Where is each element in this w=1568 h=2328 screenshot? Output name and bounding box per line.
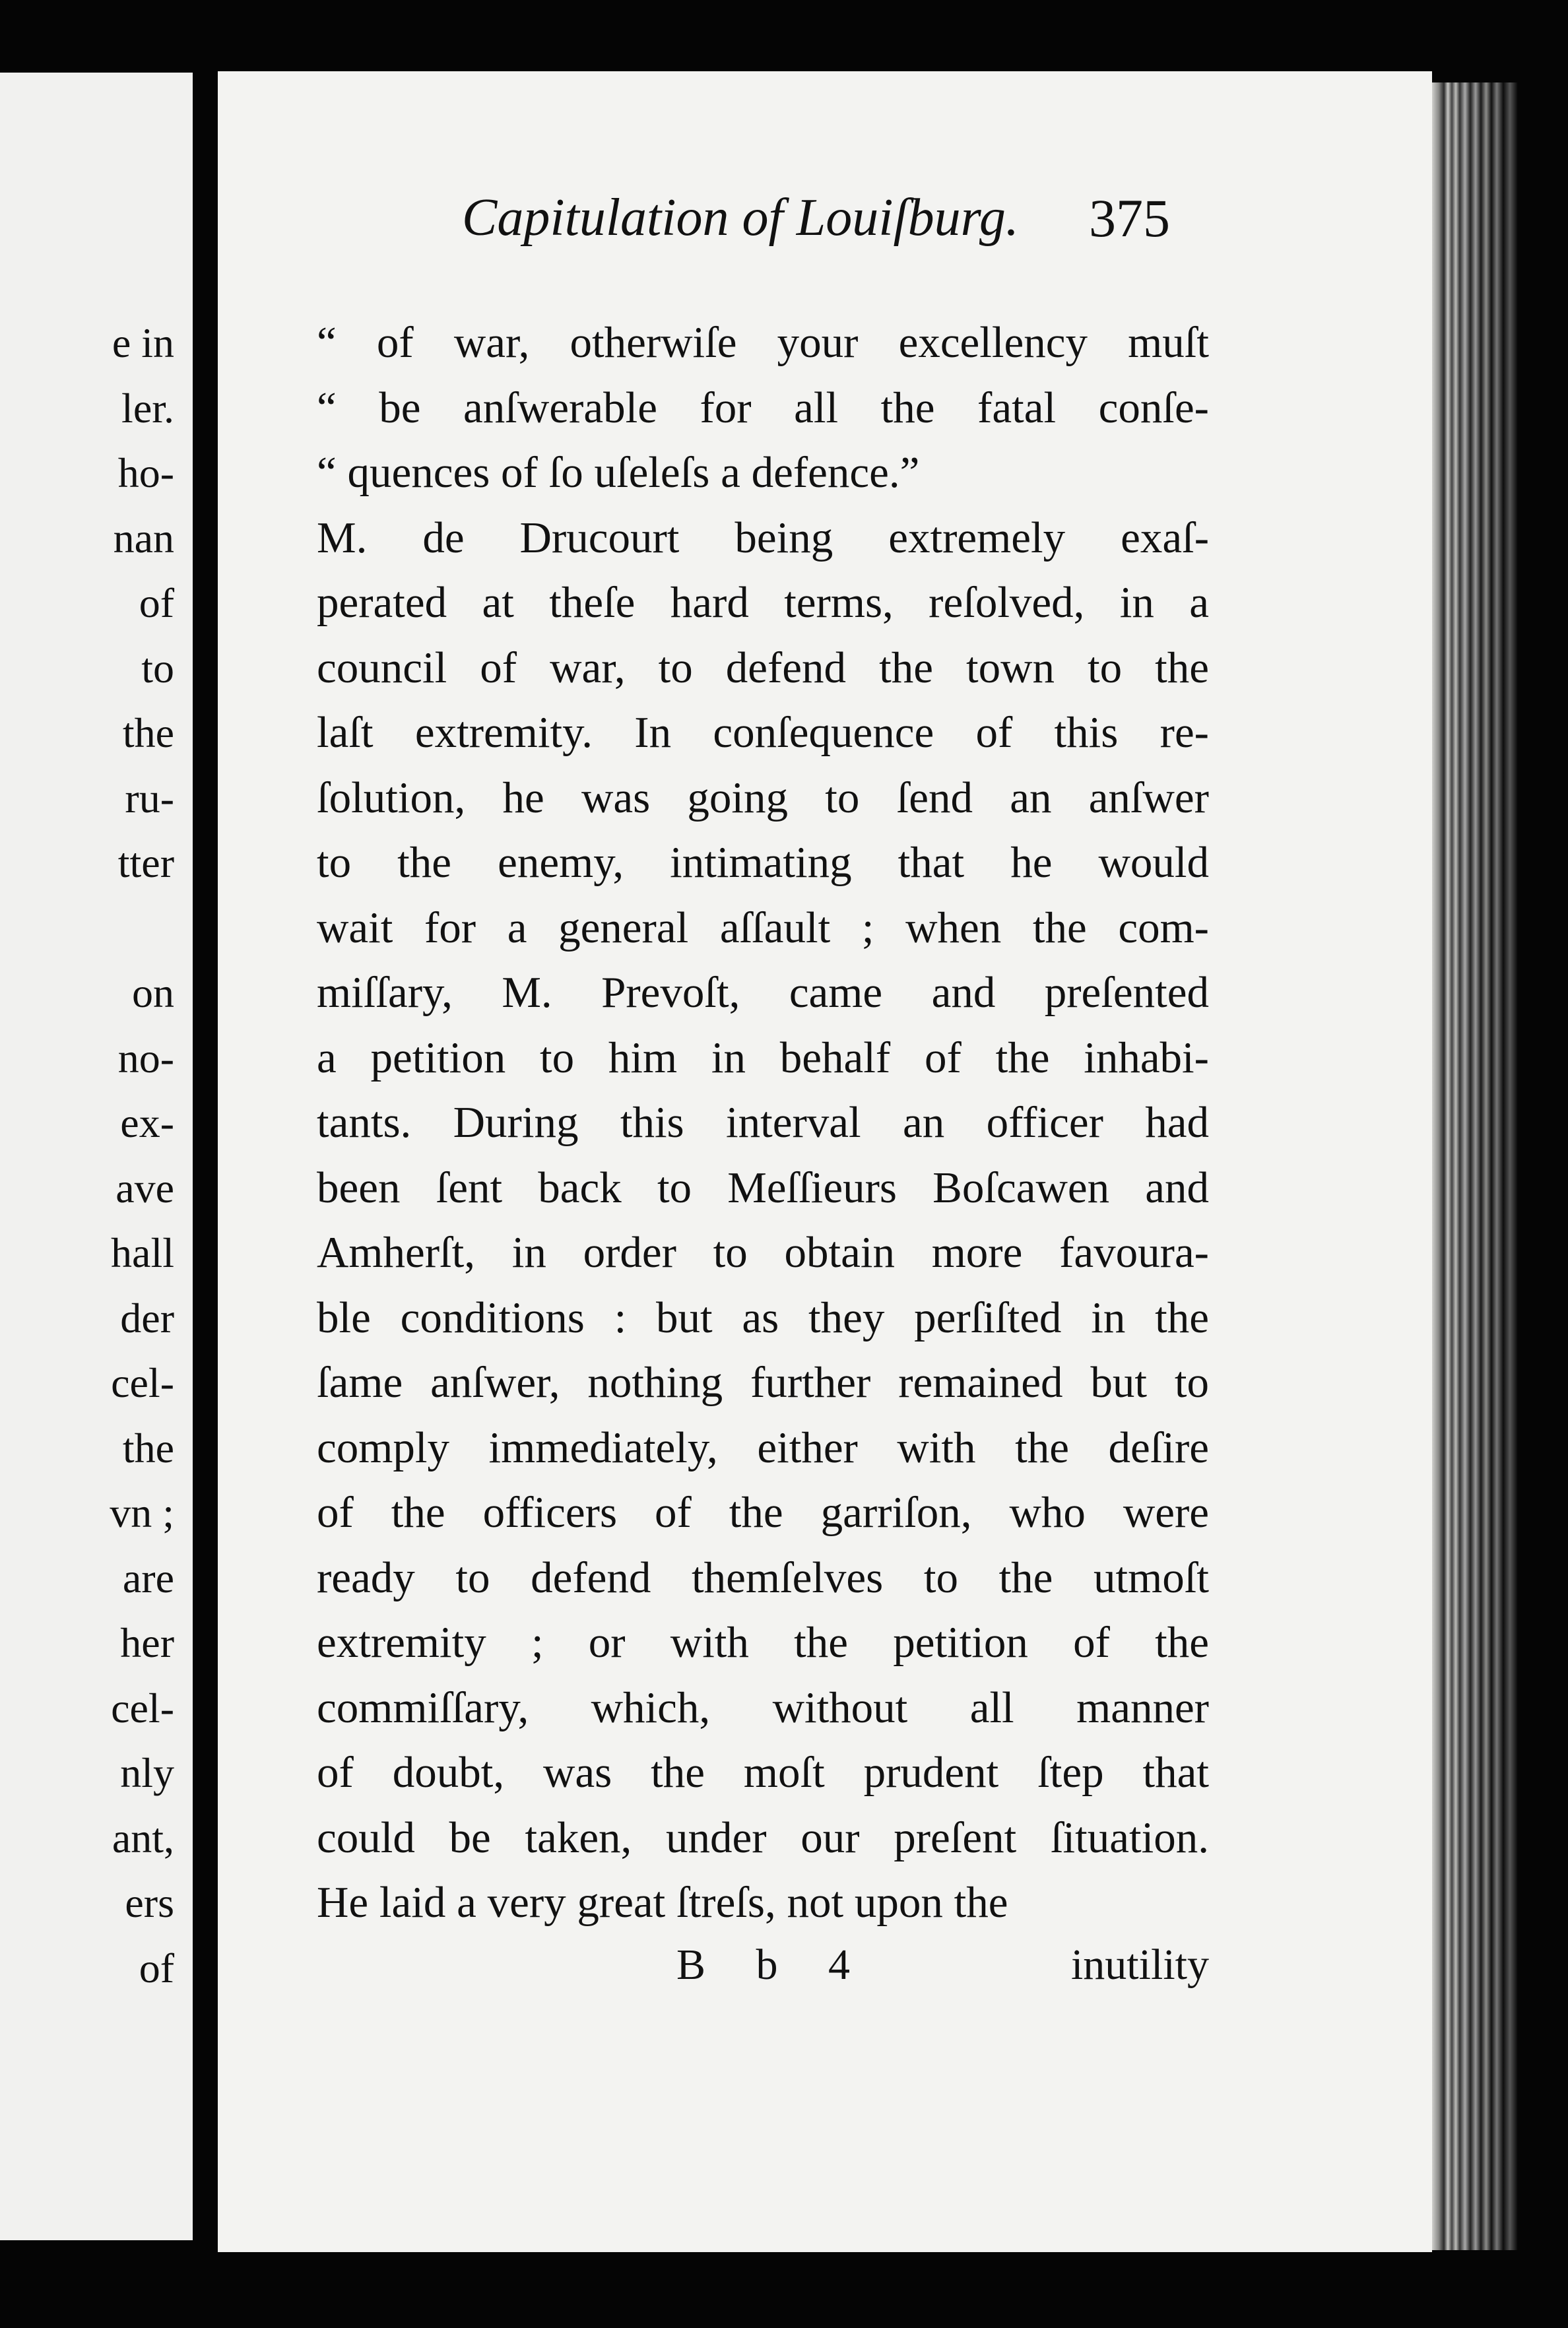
running-title: Capitulation of Louiſburg.	[462, 189, 1019, 247]
text-line: been ſent back to Meſſieurs Boſcawen and	[317, 1163, 1209, 1212]
text-line: of doubt, was the moſt prudent ſtep that	[317, 1748, 1209, 1797]
facing-page-line: ex-	[120, 1099, 174, 1146]
facing-page-line: ave	[115, 1164, 174, 1212]
facing-page-line: vn ;	[110, 1489, 174, 1536]
text-line: “ of war, otherwiſe your excellency muſt	[317, 318, 1209, 367]
text-line: ready to defend themſelves to the utmoſt	[317, 1553, 1209, 1602]
text-line: extremity ; or with the petition of the	[317, 1618, 1209, 1667]
text-line: ble conditions : but as they perſiſted in the	[317, 1293, 1209, 1342]
text-line: “ be anſwerable for all the fatal conſe-	[317, 383, 1209, 432]
facing-page-line: der	[120, 1294, 174, 1342]
page-stack-edge	[1432, 82, 1518, 2250]
facing-page-line: to	[141, 644, 174, 692]
facing-page-line: ru-	[125, 774, 174, 822]
text-line: He laid a very great ſtreſs, not upon the	[317, 1878, 1008, 1927]
facing-page-line: cel-	[111, 1684, 174, 1731]
facing-page-line: ler.	[121, 384, 174, 432]
facing-page-line: no-	[117, 1034, 174, 1082]
text-line: to the enemy, intimating that he would	[317, 838, 1209, 887]
body-text	[317, 310, 1209, 1935]
text-line: miſſary, M. Prevoſt, came and preſented	[317, 968, 1209, 1017]
facing-page-line: nan	[113, 514, 174, 562]
facing-page-line: e in	[112, 319, 174, 366]
signature-mark: B b 4	[676, 1941, 870, 1989]
text-line: Amherſt, in order to obtain more favoura-	[317, 1228, 1209, 1277]
facing-page-fragment	[0, 73, 193, 2240]
text-line: of the officers of the garriſon, who were	[317, 1488, 1209, 1537]
facing-page-line: her	[120, 1619, 174, 1666]
text-line: perated at theſe hard terms, reſolved, in a	[317, 578, 1209, 627]
page-number: 375	[1089, 188, 1170, 248]
text-line: ſame anſwer, nothing further remained but to	[317, 1358, 1209, 1407]
facing-page-line: nly	[120, 1749, 174, 1796]
text-line: ſolution, he was going to ſend an anſwer	[317, 773, 1209, 822]
text-line: laſt extremity. In conſequence of this re-	[317, 708, 1209, 757]
text-line: council of war, to defend the town to the	[317, 643, 1209, 692]
page-header	[238, 165, 1218, 257]
facing-page-line: on	[132, 969, 174, 1016]
page-footer	[317, 1937, 1209, 2009]
text-line: wait for a general aſſault ; when the com-	[317, 903, 1209, 952]
text-line: tants. During this interval an officer had	[317, 1098, 1209, 1147]
facing-page-line: cel-	[111, 1359, 174, 1406]
text-line: commiſſary, which, without all manner	[317, 1683, 1209, 1732]
facing-page-line: are	[122, 1554, 174, 1601]
catchword: inutility	[1070, 1941, 1209, 1989]
facing-page-line: the	[122, 709, 174, 756]
facing-page-line: ant,	[112, 1814, 174, 1861]
text-line: comply immediately, either with the deſire	[317, 1423, 1209, 1472]
facing-page-line: of	[139, 579, 174, 626]
text-line: M. de Drucourt being extremely exaſ-	[317, 513, 1209, 562]
facing-page-line: the	[122, 1424, 174, 1471]
facing-page-line: of	[139, 1944, 174, 1991]
text-line: “ quences of ſo uſeleſs a defence.”	[317, 448, 920, 497]
text-line: a petition to him in behalf of the inhabi-	[317, 1033, 1209, 1082]
facing-page-line: tter	[117, 839, 174, 886]
facing-page-line: ers	[125, 1879, 174, 1926]
facing-page-line: hall	[111, 1229, 174, 1276]
facing-page-line: ho-	[117, 449, 174, 496]
text-line: could be taken, under our preſent ſituation.	[317, 1813, 1209, 1862]
